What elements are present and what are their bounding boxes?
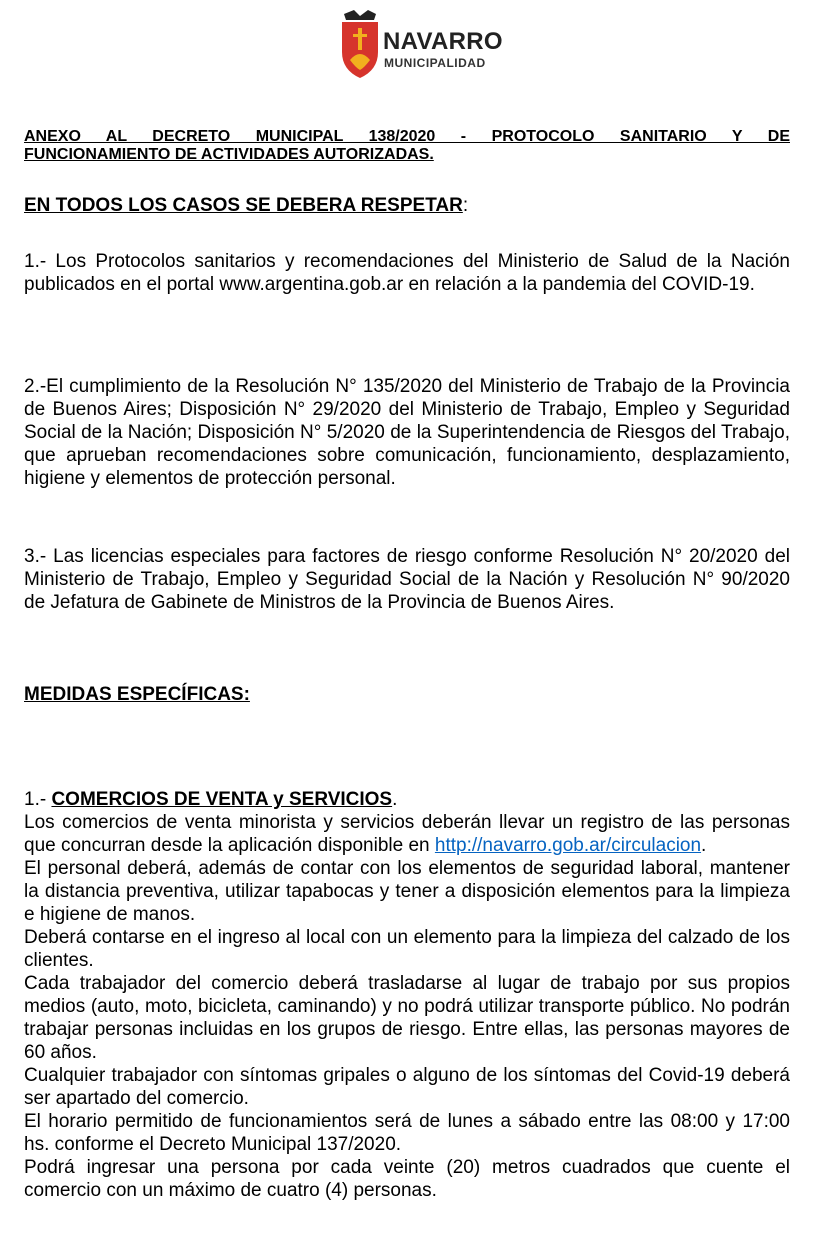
logo-subtitle: MUNICIPALIDAD [384,56,486,70]
footwear-paragraph: Deberá contarse en el ingreso al local con un elemento para la limpieza del calzado de los clientes. [24,927,790,971]
registry-paragraph [24,811,790,857]
general-title: EN TODOS LOS CASOS SE DEBERA RESPETAR [24,195,463,216]
specific-item-1-title: COMERCIOS DE VENTA y SERVICIOS [51,789,393,810]
specific-item-1-prefix: 1.- [24,789,52,810]
general-item-2: 2.-El cumplimiento de la Resolución N° 135/2020 del Ministerio de Trabajo de la Provincia de Buenos Aires; Disposición N° 29/2020 del Ministerio de Trabajo, Empleo y Seguridad Social de la Nación; Disposición N° 5/2020 de la Superintendencia de Riesgos del Trabajo, que aprueban recomendaciones sobre comunicación, funcionamiento, desplazamiento, higiene y elementos de protección personal. [24,376,790,489]
navarro-logo [340,8,520,83]
symptoms-paragraph: Cualquier trabajador con síntomas gripales o alguno de los síntomas del Covid-19 deberá ser apartado del comercio. [24,1065,790,1109]
document-heading [24,128,790,164]
capacity-paragraph: Podrá ingresar una persona por cada veinte (20) metros cuadrados que cuente el comercio con un máximo de cuatro (4) personas. [24,1157,790,1201]
general-item-1: 1.- Los Protocolos sanitarios y recomendaciones del Ministerio de Salud de la Nación publicados en el portal www.argentina.gob.ar en relación a la pandemia del COVID-19. [24,251,790,295]
staff-paragraph: El personal deberá, además de contar con los elementos de seguridad laboral, mantener la distancia preventiva, utilizar tapabocas y tener a disposición elementos para la limpieza e higiene de manos. [24,858,790,925]
specific-item-1-title-line [24,788,790,811]
heading-line-2: FUNCIONAMIENTO DE ACTIVIDADES AUTORIZADAS. [24,146,434,163]
specific-title: MEDIDAS ESPECÍFICAS: [24,684,250,705]
general-item-3: 3.- Las licencias especiales para factores de riesgo conforme Resolución N° 20/2020 del Ministerio de Trabajo, Empleo y Seguridad Social de la Nación y Resolución N° 90/2020 de Jefatura de Gabinete de Ministros de la Provincia de Buenos Aires. [24,546,790,613]
specific-item-1-body [24,811,790,1202]
circulation-link[interactable]: http://navarro.gob.ar/circulacion [434,835,702,856]
heading-line-1: ANEXO AL DECRETO MUNICIPAL 138/2020 - PROTOCOLO SANITARIO Y DE [24,128,790,145]
schedule-paragraph: El horario permitido de funcionamientos será de lunes a sábado entre las 08:00 y 17:00 hs. conforme el Decreto Municipal 137/2020. [24,1111,790,1155]
transport-paragraph: Cada trabajador del comercio deberá trasladarse al lugar de trabajo por sus propios medios (auto, moto, bicicleta, caminando) y no podrá utilizar transporte público. No podrán trabajar personas incluidas en los grupos de riesgo. Entre ellas, las personas mayores de 60 años. [24,973,790,1063]
shield-icon [340,8,380,80]
registry-text: Los comercios de venta minorista y servicios deberán llevar un registro de las personas que concurran desde la aplicación disponible en [24,812,790,856]
logo-name: NAVARRO [383,28,503,55]
specific-title-line [24,683,790,706]
general-title-line [24,194,790,217]
specific-item-1-title-suffix: . [392,789,398,810]
general-title-suffix: : [462,195,469,216]
link-suffix: . [701,835,707,856]
